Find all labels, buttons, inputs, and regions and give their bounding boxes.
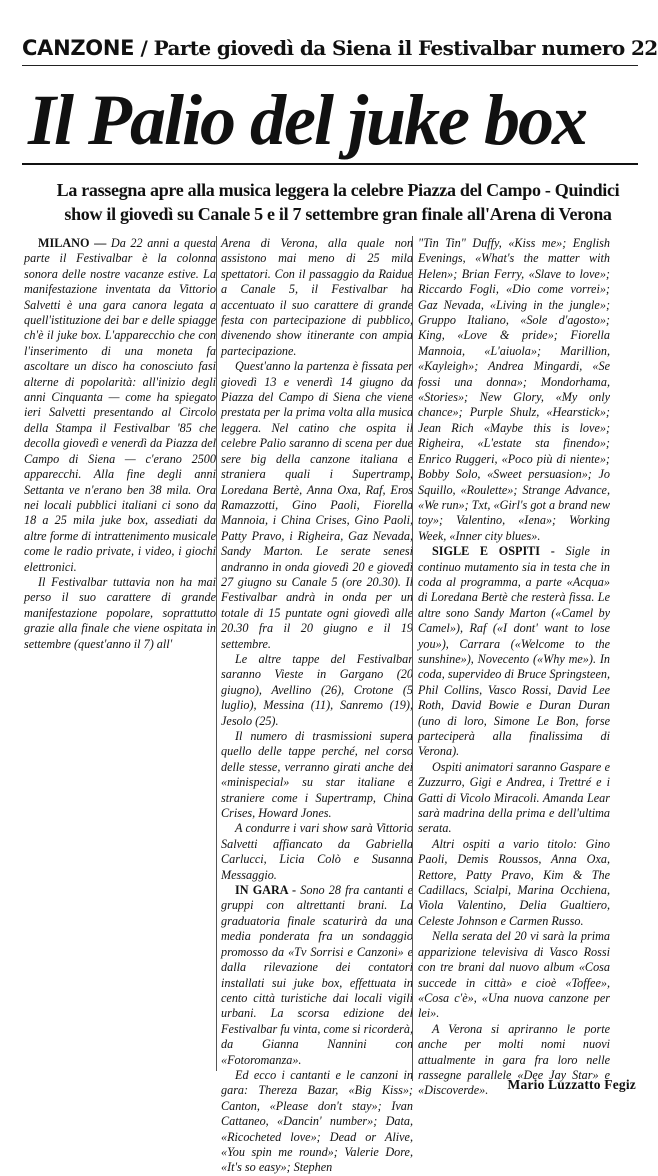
paragraph: A condurre i vari show sarà Vittorio Salvetti affiancato da Gabriella Carlucci, Licia Colò e Susanna Messaggio.: [221, 821, 413, 882]
subheadline-line-2: show il giovedì su Canale 5 e il 7 settembre gran finale all'Arena di Verona: [64, 204, 612, 224]
headline: Il Palio del juke box: [28, 80, 586, 160]
paragraph: Il numero di trasmissioni supera quello delle tappe perché, nel corso delle stesse, verranno girati anche dei «minispecial» su star italiane e straniere come i Supertramp, China Crises, Howard Jones.: [221, 729, 413, 821]
paragraph: [418, 544, 610, 760]
paragraph: A Verona si apriranno le porte anche per molti nomi nuovi attualmente in gara fra loro nelle rassegne parallele «Dee Jay Star» e «Discoverde».: [418, 1021, 610, 1098]
paragraph-text: Sono 28 fra cantanti e gruppi con altrettanti brani. La graduatoria finale scaturirà da una media ponderata fra un sondaggio promosso da «Tv Sorrisi e Canzoni» e dalla rilevazione dei contatori installati sui juke box, effettuata in cento città turistiche dai locali vigili urbani. La scorsa edizione del Festivalbar fu vinta, come si ricorderà, da Gianna Nannini con «Fotoromanza».: [221, 883, 413, 1067]
byline: Mario Luzzatto Fegiz: [507, 1077, 636, 1092]
paragraph: Altri ospiti a vario titolo: Gino Paoli, Demis Roussos, Anna Oxa, Rettore, Patty Pravo, Kim & The Cadillacs, Scialpi, Marina Occhiena, Viola Valentino, Delia Gualtiero, Celeste Johnson e Carmen Russo.: [418, 836, 610, 928]
section-label: CANZONE: [22, 36, 135, 60]
column-2: [221, 236, 413, 1175]
paragraph: Arena di Verona, alla quale non assistono mai meno di 25 mila spettatori. Con il passaggio da Raidue a Canale 5, il Festivalbar ha accentuato il suo carattere di grande festa con partecipazione di pubblico, divenendo show itinerante con ampia partecipazione.: [221, 236, 413, 358]
article-kicker: [22, 35, 658, 61]
headline-rule: [22, 163, 638, 165]
dateline: MILANO —: [38, 236, 107, 250]
column-1: [24, 236, 216, 846]
paragraph: Il Festivalbar tuttavia non ha mai perso il suo carattere di grande manifestazione popolare, soprattutto grazie alla finale che viene ospitata in settembre (quest'anno il 7) all': [24, 574, 216, 651]
run-in-heading: SIGLE E OSPITI -: [432, 544, 555, 559]
paragraph: [24, 236, 216, 575]
subheadline: [38, 178, 638, 228]
kicker-text: / Parte giovedì da Siena il Festivalbar numero 22: [140, 36, 658, 60]
paragraph: Ospiti animatori saranno Gaspare e Zuzzurro, Gigi e Andrea, i Trettré e i Gatti di Vicolo Miracoli. Amanda Lear sarà madrina della prima e dell'ultima serata.: [418, 759, 610, 836]
paragraph: Nella serata del 20 vi sarà la prima apparizione televisiva di Vasco Rossi con tre brani dal nuovo album «Cosa succede in città» e cioè «Toffee», «Cosa c'è», «Una nuova canzone per lei».: [418, 929, 610, 1021]
paragraph: Ed ecco i cantanti e le canzoni in gara: Thereza Bazar, «Big Kiss»; Canton, «Please don't stay»; Ivan Cattaneo, «Dancin' number»; Data, «Ricocheted love»; Dead or Alive, «You spin me round»; Valerie Dore, «It's so easy»; Stephen: [221, 1067, 413, 1175]
paragraph: Le altre tappe del Festivalbar saranno Vieste in Gargano (20 giugno), Avellino (26), Crotone (5 luglio), Messina (11), Sanremo (19), Jesolo (25).: [221, 651, 413, 728]
paragraph: Quest'anno la partenza è fissata per giovedì 13 e venerdì 14 giugno da Piazza del Campo di Siena che viene prestata per la prima volta alla musica leggera. Nel catino che ospita il celebre Palio saranno di scena per due sere big della canzone italiana e straniera quali i Supertramp, Loredana Bertè, Anna Oxa, Raf, Eros Ramazzotti, Gino Paoli, Fiorella Mannoia, i China Crises, Gino Paoli, Patty Pravo, i Righeira, Gaz Nevada, Sandy Marton. Le serate senesi andranno in onda giovedì 20 e giovedì 27 giugno su Canale 5 (ore 20.30). Il Festivalbar andrà in onda per un totale di 15 puntate ogni giovedì alle 20.30 fra il 20 giugno e il 19 settembre.: [221, 359, 413, 651]
top-rule: [22, 65, 638, 66]
paragraph: [221, 883, 413, 1068]
subheadline-line-1: La rassegna apre alla musica leggera la celebre Piazza del Campo - Quindici: [56, 180, 620, 200]
paragraph-text: Da 22 anni a questa parte il Festivalbar è la colonna sonora delle nostre vacanze estive. La manifestazione inventata da Vittorio Salvetti è una gara canora legata a quell'istituzione dei bar e delle spiagge ch'è il juke box. L'apparecchio che con l'inserimento di una moneta fa ascoltare un disco ha conosciuto fasi alterne di popolarità: all'inizio degli anni Cinquanta — come ha spiegato ieri Salvetti presentando al Circolo della Stampa il Festivalbar '85 che decolla giovedì e venerdì da Piazza del Campo di Siena — c'erano 2500 apparecchi. Alla fine degli anni Settanta ve n'erano ben 38 mila. Ora nei locali pubblici italiani ci sono da 18 a 25 mila juke box, assediati da altre forme di intrattenimento musicale come le radio private, i video, i giochi elettronici.: [24, 236, 217, 574]
column-divider: [412, 236, 413, 1081]
paragraph: "Tin Tin" Duffy, «Kiss me»; English Evenings, «What's the matter with Helen»; Brian Ferry, «Slave to love»; Riccardo Fogli, «Dio come vorrei»; Gaz Nevada, «Living in the jungle»; Gruppo Italiano, «Sole d'agosto»; King, «Love & pride»; Fiorella Mannoia, «L'aiuola»; Marillion, «Kayleigh»; Andrea Mingardi, «Se fossi una donna»; Mondorhama, «Stories»; New Glory, «My only chance»; Purple Shulz, «Hearstick»; Jean Rich «Maybe this is love»; Righeira, «L'estate sta finendo»; Enrico Ruggeri, «Poco più di niente»; Bobby Solo, «Sweet persuasion»; Jo Squillo, «Roulette»; Strange Advance, «We run»; Txt, «Girl's got a brand new toy»; Valentino, «Iena»; Working Week, «Inner city blues».: [418, 236, 610, 543]
column-divider: [216, 236, 217, 1071]
run-in-heading: IN GARA -: [235, 883, 297, 898]
paragraph-text: Sigle in continuo mutamento sia in testa che in coda al programma, a parte «Acqua» di Loredana Bertè che resterà fissa. Le altre sono Sandy Marton («Camel by Camel»), Raf («I dont' want to lose you»), Carrara («Welcome to the sunshine»), Novecento («Why me»). In coda, supervideo di Bruce Springsteen, Phil Collins, Vasco Rossi, David Lee Roth, David Bowie e Duran Duran (uno di loro, Simone Le Bon, forse parteciperà alla finalissima di Verona).: [418, 544, 611, 759]
